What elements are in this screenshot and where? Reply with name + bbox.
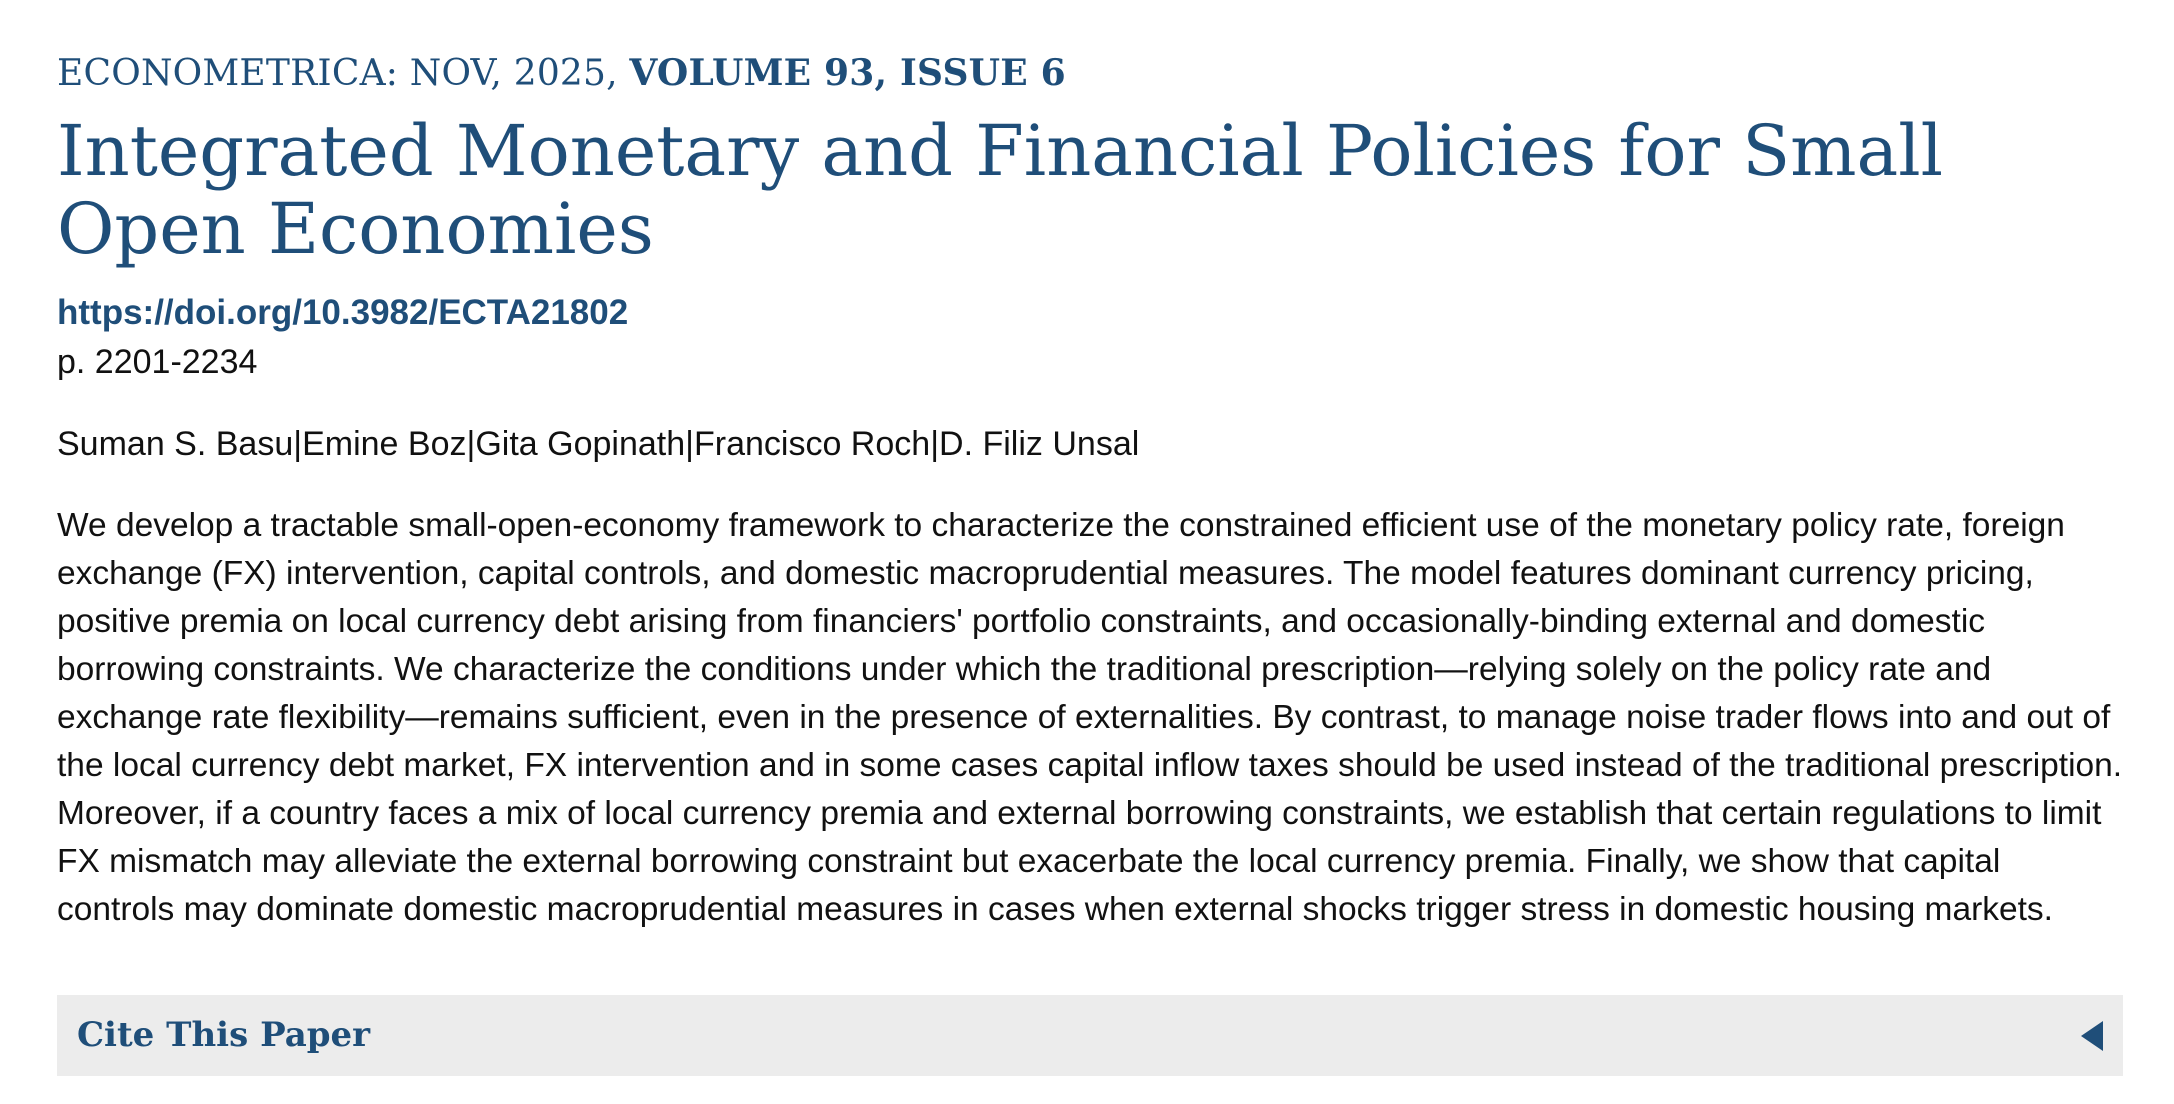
author-separator: | — [293, 425, 303, 463]
author-list — [57, 425, 1139, 464]
volume-issue-link[interactable]: VOLUME 93, ISSUE 6 — [629, 52, 1066, 94]
cite-this-paper-toggle[interactable] — [57, 995, 2123, 1076]
author-name[interactable]: Francisco Roch — [693, 425, 931, 463]
author-name[interactable]: D. Filiz Unsal — [939, 425, 1140, 463]
cite-this-paper-label: Cite This Paper — [77, 1015, 371, 1055]
journal-name-date: ECONOMETRICA: NOV, 2025, — [57, 53, 630, 94]
author-separator: | — [930, 425, 940, 463]
author-separator: | — [466, 425, 476, 463]
doi-link[interactable]: https://doi.org/10.3982/ECTA21802 — [57, 293, 629, 332]
author-separator: | — [685, 425, 694, 463]
author-name[interactable]: Suman S. Basu — [57, 425, 294, 463]
article-title: Integrated Monetary and Financial Policies for Small Open Economies — [57, 110, 1944, 270]
caret-left-icon — [2079, 1019, 2103, 1053]
author-name[interactable]: Gita Gopinath — [475, 425, 686, 463]
abstract-text: We develop a tractable small-open-economy framework to characterize the constrained efficient use of the monetary policy rate, foreign exchange (FX) intervention, capital controls, and domestic macroprudential measures. The model features dominant currency pricing, positive premia on local currency debt arising from financiers' portfolio constraints, and occasionally-binding external and domestic borrowing constraints. We characterize the conditions under which the traditional prescription—relying solely on the policy rate and exchange rate flexibility—remains sufficient, even in the presence of externalities. By contrast, to manage noise trader flows into and out of the local currency debt market, FX intervention and in some cases capital inflow taxes should be used instead of the traditional prescription. Moreover, if a country faces a mix of local currency premia and external borrowing constraints, we establish that certain regulations to limit FX mismatch may alleviate the external borrowing constraint but exacerbate the local currency premia. Finally, we show that capital controls may dominate domestic macroprudential measures in cases when external shocks trigger stress in domestic housing markets. — [57, 507, 2123, 928]
page-range: p. 2201-2234 — [57, 343, 258, 381]
author-name[interactable]: Emine Boz — [302, 425, 467, 463]
journal-issue-line — [57, 52, 1066, 94]
